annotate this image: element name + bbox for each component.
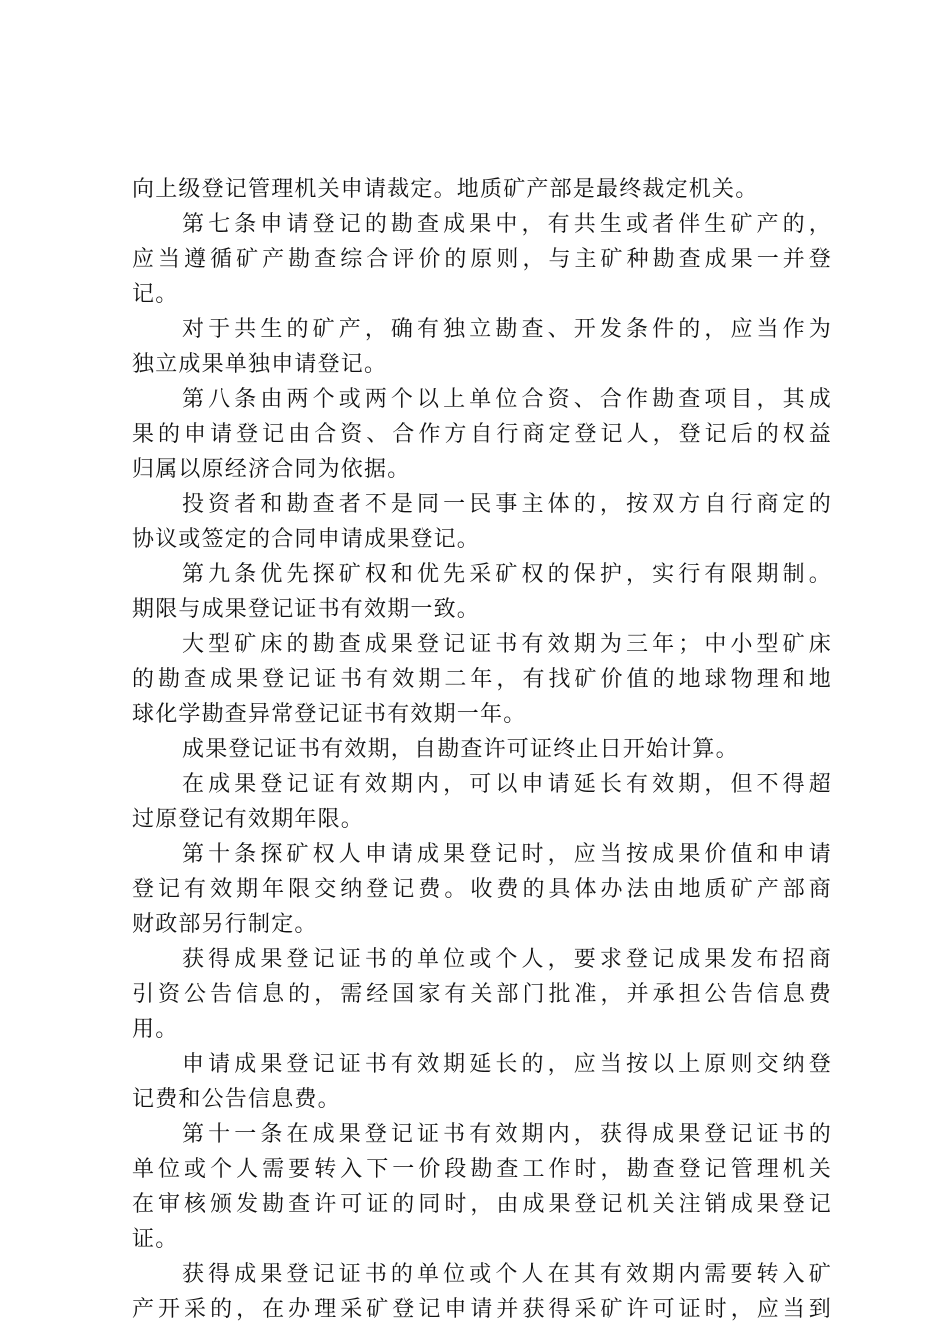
text-line: 申请成果登记证书有效期延长的，应当按以上原则交纳登: [182, 1052, 832, 1077]
text-line: 归属以原经济合同为依据。: [132, 457, 411, 482]
text-line: 的勘查成果登记证书有效期二年，有找矿价值的地球物理和地: [132, 667, 832, 692]
text-line: 第八条由两个或两个以上单位合资、合作勘查项目，其成: [182, 387, 832, 412]
text-line: 单位或个人需要转入下一价段勘查工作时，勘查登记管理机关: [132, 1157, 832, 1182]
text-line: 记。: [132, 282, 179, 307]
text-line: 期限与成果登记证书有效期一致。: [132, 597, 481, 622]
text-line: 过原登记有效期年限。: [132, 807, 365, 832]
text-line: 独立成果单独申请登记。: [132, 352, 388, 377]
text-line: 果的申请登记由合资、合作方自行商定登记人，登记后的权益: [132, 422, 832, 447]
text-line: 产开采的，在办理采矿登记申请并获得采矿许可证时，应当到: [132, 1297, 832, 1322]
text-line: 第七条申请登记的勘查成果中，有共生或者伴生矿产的，: [182, 212, 832, 237]
text-line: 成果登记证书有效期，自勘查许可证终止日开始计算。: [182, 737, 739, 762]
text-line: 引资公告信息的，需经国家有关部门批准，并承担公告信息费: [132, 982, 832, 1007]
text-line: 证。: [132, 1227, 179, 1252]
text-line: 向上级登记管理机关申请裁定。地质矿产部是最终裁定机关。: [132, 177, 759, 202]
text-line: 应当遵循矿产勘查综合评价的原则，与主矿种勘查成果一并登: [132, 247, 832, 272]
text-line: 记费和公告信息费。: [132, 1087, 341, 1112]
text-line: 投资者和勘查者不是同一民事主体的，按双方自行商定的: [182, 492, 832, 517]
text-line: 在成果登记证有效期内，可以申请延长有效期，但不得超: [182, 772, 832, 797]
document-body: [132, 172, 832, 1327]
text-line: 球化学勘查异常登记证书有效期一年。: [132, 702, 527, 727]
text-line: 第十一条在成果登记证书有效期内，获得成果登记证书的: [182, 1122, 832, 1147]
text-line: 第十条探矿权人申请成果登记时，应当按成果价值和申请: [182, 842, 832, 867]
text-line: 在审核颁发勘查许可证的同时，由成果登记机关注销成果登记: [132, 1192, 832, 1217]
text-line: 获得成果登记证书的单位或个人在其有效期内需要转入矿: [182, 1262, 832, 1287]
text-line: 第九条优先探矿权和优先采矿权的保护，实行有限期制。: [182, 562, 832, 587]
text-line: 财政部另行制定。: [132, 912, 318, 937]
text-line: 用。: [132, 1017, 179, 1042]
text-line: 大型矿床的勘查成果登记证书有效期为三年；中小型矿床: [182, 632, 832, 657]
text-line: 协议或签定的合同申请成果登记。: [132, 527, 481, 552]
text-line: 登记有效期年限交纳登记费。收费的具体办法由地质矿产部商: [132, 877, 832, 902]
text-line: 对于共生的矿产，确有独立勘查、开发条件的，应当作为: [182, 317, 832, 342]
text-line: 获得成果登记证书的单位或个人，要求登记成果发布招商: [182, 947, 832, 972]
